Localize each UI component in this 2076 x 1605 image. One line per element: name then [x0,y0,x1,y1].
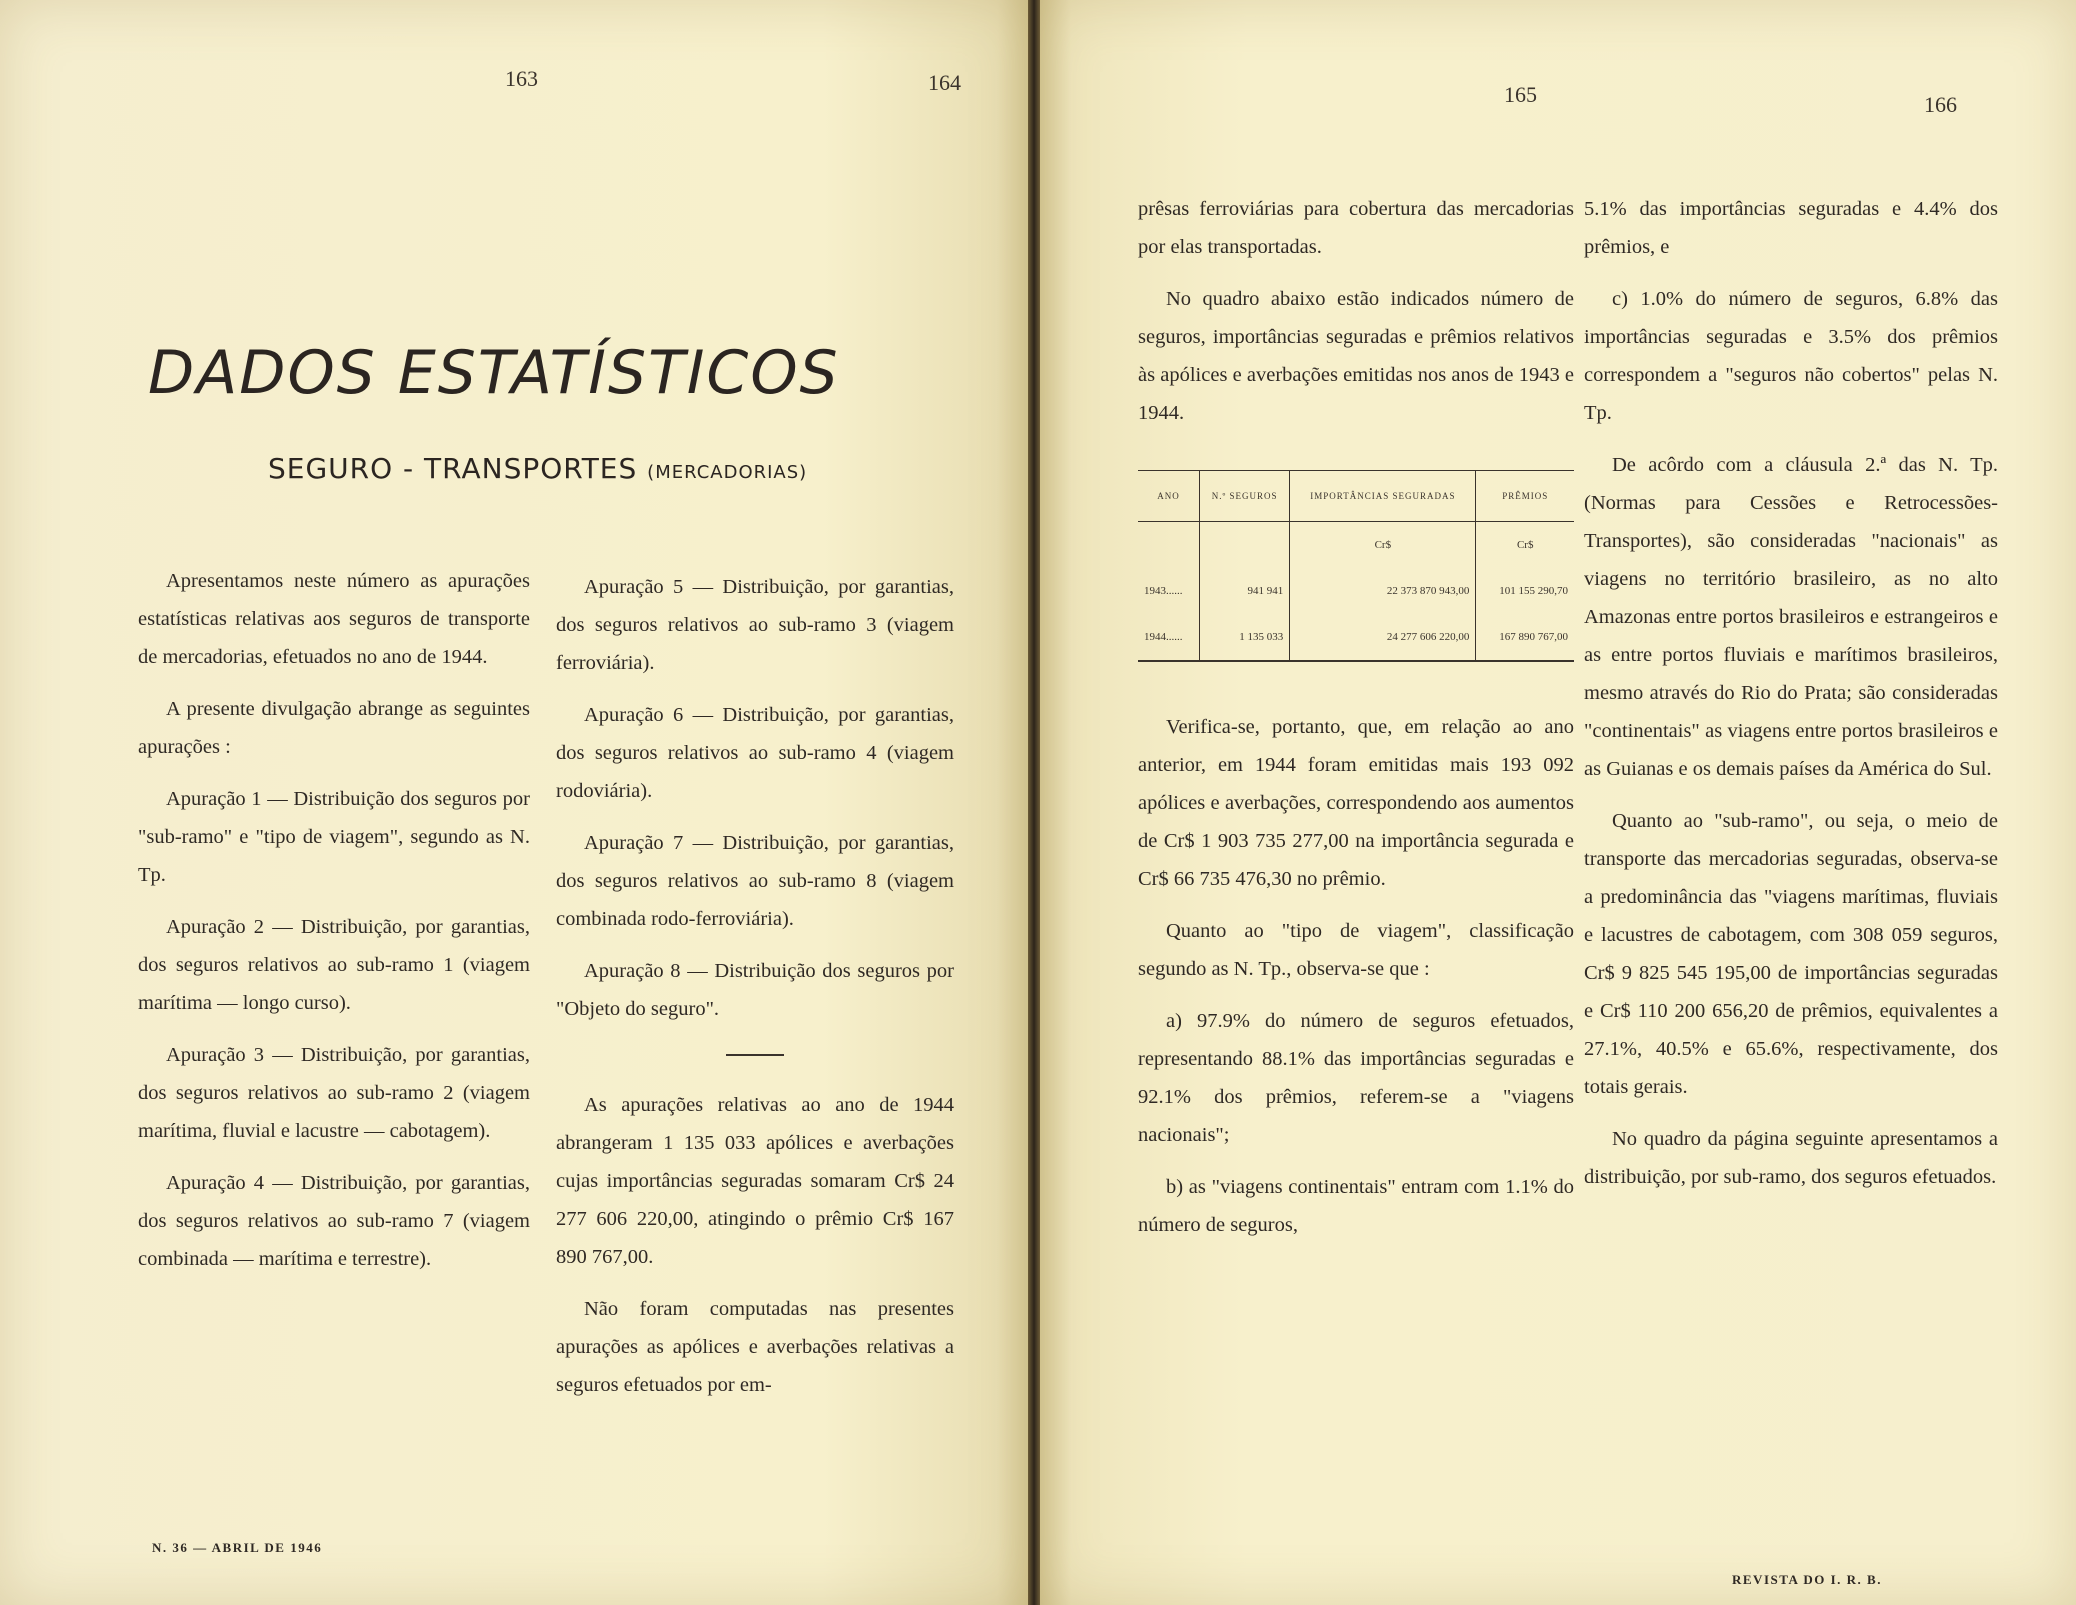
article-subtitle [268,452,807,485]
paragraph: c) 1.0% do número de seguros, 6.8% das importâncias seguradas e 3.5% dos prêmios correspondem a "seguros não cobertos" pelas N. Tp. [1584,288,1998,424]
paragraph: prêsas ferroviárias para cobertura das mercadorias por elas transportadas. [1138,198,1574,258]
table-row [1138,568,1574,614]
table-cell: 941 941 [1200,568,1290,614]
table-cell: 101 155 290,70 [1476,568,1574,614]
left-leaf [0,0,1028,1605]
paragraph: Apuração 1 — Distribuição dos seguros por "sub-ramo" e "tipo de viagem", segundo as N. Tp. [138,788,530,886]
subtitle-main: SEGURO - TRANSPORTES [268,452,638,485]
table-cell: 22 373 870 943,00 [1290,568,1476,614]
paragraph: As apurações relativas ao ano de 1944 abrangeram 1 135 033 apólices e averbações cujas importâncias seguradas somaram Cr$ 24 277 606 220,00, atingindo o prêmio Cr$ 167 890 767,00. [556,1094,954,1268]
table-header-cell: N.º SEGUROS [1200,471,1290,522]
paragraph: No quadro abaixo estão indicados número de seguros, importâncias seguradas e prêmios relativos às apólices e averbações emitidas nos anos de 1943 e 1944. [1138,288,1574,424]
paragraph: Apresentamos neste número as apurações estatísticas relativas aos seguros de transporte de mercadorias, efetuados no ano de 1944. [138,570,530,668]
paragraph: a) 97.9% do número de seguros efetuados, representando 88.1% das importâncias seguradas e 92.1% dos prêmios, referem-se a "viagens nacionais"; [1138,1010,1574,1146]
article-title: DADOS ESTATÍSTICOS [148,338,840,408]
left-column-2-bottom [556,1086,954,1404]
left-column-2-top [556,568,954,1028]
paragraph: Não foram computadas nas presentes apurações as apólices e averbações relativas a seguros efetuados por em- [556,1298,954,1396]
paragraph: Apuração 6 — Distribuição, por garantias, dos seguros relativos ao sub-ramo 4 (viagem rodoviária). [556,704,954,802]
paragraph: Apuração 3 — Distribuição, por garantias, dos seguros relativos ao sub-ramo 2 (viagem marítima, fluvial e lacustre — cabotagem). [138,1044,530,1142]
table-unit-cell [1200,522,1290,569]
section-divider [726,1054,784,1056]
stats-table-wrap [1138,470,1574,662]
book-gutter [1028,0,1040,1605]
paragraph: b) as "viagens continentais" entram com 1.1% do número de seguros, [1138,1176,1574,1236]
page-number-165: 165 [1504,82,1537,107]
table-units-row [1138,522,1574,569]
table-unit-cell [1138,522,1200,569]
table-cell: 167 890 767,00 [1476,614,1574,660]
paragraph: 5.1% das importâncias seguradas e 4.4% dos prêmios, e [1584,198,1998,258]
paragraph: Verifica-se, portanto, que, em relação ao ano anterior, em 1944 foram emitidas mais 193 092 apólices e averbações, correspondendo aos aumentos de Cr$ 1 903 735 277,00 na importância segurada e Cr$ 66 735 476,30 no prêmio. [1138,716,1574,890]
footer-magazine: REVISTA DO I. R. B. [1732,1572,1882,1587]
paragraph: Apuração 7 — Distribuição, por garantias, dos seguros relativos ao sub-ramo 8 (viagem combinada rodo-ferroviária). [556,832,954,930]
paragraph: Apuração 4 — Distribuição, por garantias, dos seguros relativos ao sub-ramo 7 (viagem combinada — marítima e terrestre). [138,1172,530,1270]
footer-issue: N. 36 — ABRIL DE 1946 [152,1540,323,1555]
subtitle-paren: (MERCADORIAS) [647,462,808,483]
paragraph: Apuração 8 — Distribuição dos seguros por "Objeto do seguro". [556,960,954,1020]
table-unit-cell: Cr$ [1290,522,1476,569]
table-row [1138,614,1574,660]
right-column-2 [1584,190,1998,1210]
table-cell: 1944...... [1144,631,1183,643]
paragraph: Apuração 2 — Distribuição, por garantias, dos seguros relativos ao sub-ramo 1 (viagem marítima — longo curso). [138,916,530,1014]
right-column-1 [1138,190,1574,1258]
paragraph: A presente divulgação abrange as seguintes apurações : [138,698,530,758]
table-cell: 1943...... [1144,585,1183,597]
right-column-1-top [1138,190,1574,432]
left-column-1 [138,562,530,1292]
stats-table [1138,471,1574,660]
page-number-163: 163 [505,66,538,91]
paragraph: Apuração 5 — Distribuição, por garantias, dos seguros relativos ao sub-ramo 3 (viagem ferroviária). [556,576,954,674]
table-header-cell: PRÊMIOS [1476,471,1574,522]
table-header-cell: ANO [1157,491,1180,501]
table-header-cell: IMPORTÂNCIAS SEGURADAS [1290,471,1476,522]
page-number-166: 166 [1924,92,1957,117]
table-unit-cell: Cr$ [1476,522,1574,569]
page-number-164: 164 [928,70,961,95]
paragraph: Quanto ao "tipo de viagem", classificação segundo as N. Tp., observa-se que : [1138,920,1574,980]
right-column-1-bottom [1138,708,1574,1244]
paragraph: Quanto ao "sub-ramo", ou seja, o meio de transporte das mercadorias seguradas, observa-se a predominância das "viagens marítimas, fluviais e lacustres de cabotagem, com 308 059 seguros, Cr$ 9 825 545 195,00 de importâncias seguradas e Cr$ 110 200 656,20 de prêmios, equivalentes a 27.1%, 40.5% e 65.6%, respectivamente, dos totais gerais. [1584,810,1998,1098]
right-leaf [1040,0,2076,1605]
table-cell: 1 135 033 [1200,614,1290,660]
table-body [1138,522,1574,661]
table-header-row [1138,471,1574,522]
table-cell: 24 277 606 220,00 [1290,614,1476,660]
paragraph: No quadro da página seguinte apresentamos a distribuição, por sub-ramo, dos seguros efetuados. [1584,1128,1998,1188]
left-column-2 [556,568,954,1418]
paragraph: De acôrdo com a cláusula 2.ª das N. Tp. (Normas para Cessões e Retrocessões-Transportes), são consideradas "nacionais" as viagens no território brasileiro, as no alto Amazonas entre portos brasileiros e estrangeiros e as entre portos fluviais e marítimos brasileiros, mesmo através do Rio do Prata; são consideradas "continentais" as viagens entre portos brasileiros e as Guianas e os demais países da América do Sul. [1584,454,1998,780]
